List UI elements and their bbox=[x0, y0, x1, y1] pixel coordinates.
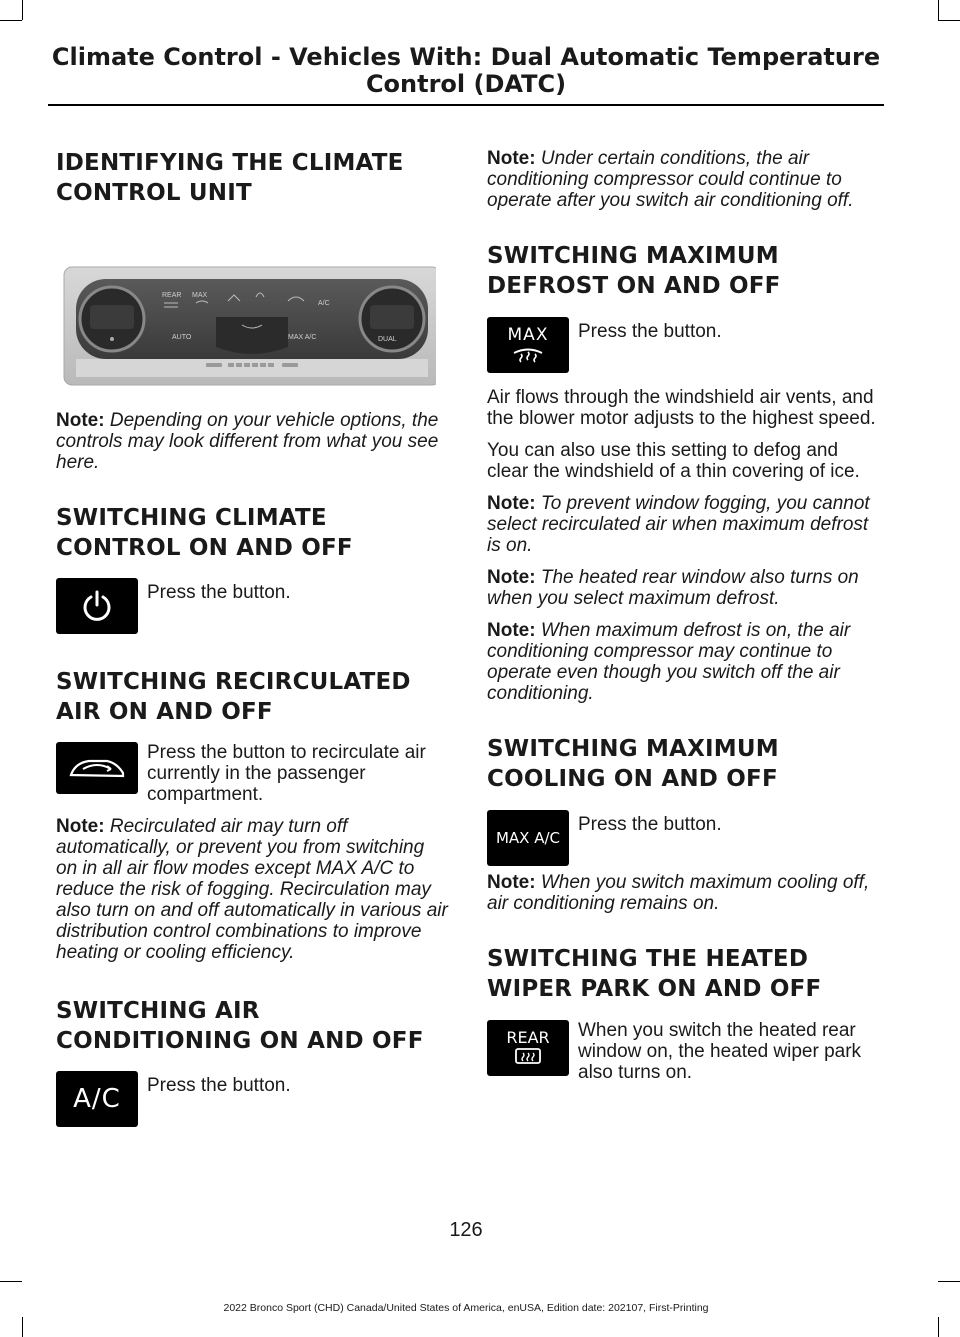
note-label: Note: bbox=[487, 148, 536, 169]
note-label: Note: bbox=[487, 493, 536, 514]
climate-button-row bbox=[56, 578, 448, 634]
heading-line: CONTROL UNIT bbox=[56, 180, 252, 206]
heading-line: CONDITIONING ON AND OFF bbox=[56, 1028, 424, 1054]
heading-heated-wiper bbox=[487, 944, 881, 1004]
heading-line: CONTROL ON AND OFF bbox=[56, 535, 353, 561]
wiper-button-row bbox=[487, 1020, 881, 1083]
crop-mark bbox=[22, 0, 23, 20]
note-compressor bbox=[487, 148, 881, 211]
windshield-defrost-icon bbox=[511, 344, 545, 364]
max-ac-label: MAX A/C bbox=[495, 829, 561, 847]
heading-max-defrost bbox=[487, 241, 881, 301]
ac-button-icon bbox=[56, 1071, 138, 1127]
note-label: Note: bbox=[487, 567, 536, 588]
left-column bbox=[56, 140, 448, 1127]
heading-line: SWITCHING AIR bbox=[56, 998, 260, 1024]
heading-line: SWITCHING RECIRCULATED bbox=[56, 669, 411, 695]
note-text: Recirculated air may turn off automatically, or prevent you from switching on in all air flow modes except MAX A/C to reduce the risk of fogging. Recirculation may also turn on and off automatically in various air distribution control combinations to improve heating or cooling efficiency. bbox=[56, 816, 448, 963]
note-text: Under certain conditions, the air conditioning compressor could continue to operate after you switch air conditioning off. bbox=[487, 148, 854, 211]
max-defrost-label: MAX bbox=[507, 325, 549, 345]
heading-air-conditioning bbox=[56, 996, 448, 1056]
note-label: Note: bbox=[487, 872, 536, 893]
heading-line: COOLING ON AND OFF bbox=[487, 766, 778, 792]
cooling-instruction: Press the button. bbox=[578, 814, 722, 835]
note-text: When maximum defrost is on, the air conditioning compressor may continue to operate even though you switch off the air conditioning. bbox=[487, 620, 851, 704]
header-title-line1: Climate Control - Vehicles With: Dual Automatic Temperature bbox=[51, 43, 881, 71]
recirc-button-row bbox=[56, 742, 448, 805]
crop-mark bbox=[938, 0, 939, 20]
page-number: 126 bbox=[449, 1219, 483, 1241]
max-ac-button-icon bbox=[487, 810, 569, 866]
note-text: When you switch maximum cooling off, air conditioning remains on. bbox=[487, 872, 870, 914]
note-max-defrost-compressor bbox=[487, 620, 881, 704]
ac-button-row bbox=[56, 1071, 448, 1127]
heading-recirculated bbox=[56, 667, 448, 727]
right-column bbox=[487, 140, 881, 1083]
panel-label-max-ac: MAX A/C bbox=[288, 334, 317, 341]
panel-label-ac: A/C bbox=[318, 300, 330, 307]
note-text: Depending on your vehicle options, the controls may look different from what you see here. bbox=[56, 410, 439, 473]
heading-line: WIPER PARK ON AND OFF bbox=[487, 976, 822, 1002]
note-label: Note: bbox=[56, 410, 105, 431]
note-text: The heated rear window also turns on when you select maximum defrost. bbox=[487, 567, 859, 609]
defrost-paragraph-1: Air flows through the windshield air vents, and the blower motor adjusts to the highest speed. bbox=[487, 387, 876, 429]
note-recirculated bbox=[56, 816, 448, 963]
page-header bbox=[48, 44, 884, 98]
note-label: Note: bbox=[487, 620, 536, 641]
climate-panel-illustration bbox=[56, 261, 448, 396]
ac-icon-label: A/C bbox=[73, 1084, 121, 1114]
recirculate-button-icon bbox=[56, 742, 138, 794]
defrost-button-row bbox=[487, 317, 881, 373]
wiper-instruction: When you switch the heated rear window on, the heated wiper park also turns on. bbox=[578, 1020, 862, 1083]
heading-line: SWITCHING THE HEATED bbox=[487, 946, 809, 972]
recirculate-car-icon bbox=[67, 753, 127, 783]
note-controls-differ bbox=[56, 410, 448, 473]
rear-defrost-label: REAR bbox=[506, 1028, 550, 1047]
panel-label-max: MAX bbox=[192, 292, 208, 299]
edition-info: 2022 Bronco Sport (CHD) Canada/United States of America, enUSA, Edition date: 202107, First-Printing bbox=[223, 1302, 709, 1314]
note-heated-rear-window bbox=[487, 567, 881, 609]
note-window-fogging bbox=[487, 493, 881, 556]
note-max-cooling bbox=[487, 872, 881, 914]
rear-defrost-button-icon bbox=[487, 1020, 569, 1076]
ac-instruction: Press the button. bbox=[147, 1075, 291, 1096]
heading-line: IDENTIFYING THE CLIMATE bbox=[56, 150, 404, 176]
defrost-paragraph-2: You can also use this setting to defog and clear the windshield of a thin covering of ice. bbox=[487, 440, 860, 482]
heading-max-cooling bbox=[487, 734, 881, 794]
power-icon bbox=[80, 589, 114, 623]
climate-panel-svg bbox=[56, 261, 436, 391]
panel-label-dual: DUAL bbox=[378, 336, 397, 343]
heading-line: AIR ON AND OFF bbox=[56, 699, 273, 725]
crop-mark bbox=[938, 1317, 939, 1337]
rear-window-defrost-icon bbox=[513, 1047, 543, 1067]
header-rule bbox=[48, 104, 884, 106]
note-label: Note: bbox=[56, 816, 105, 837]
panel-label-auto: AUTO bbox=[172, 334, 192, 341]
heading-identify bbox=[56, 148, 448, 208]
heading-climate-on-off bbox=[56, 503, 448, 563]
heading-line: SWITCHING MAXIMUM bbox=[487, 736, 779, 762]
crop-mark bbox=[938, 1281, 960, 1282]
recirc-instruction: Press the button to recirculate air currently in the passenger compartment. bbox=[147, 742, 426, 805]
defrost-instruction: Press the button. bbox=[578, 321, 722, 342]
note-text: To prevent window fogging, you cannot select recirculated air when maximum defrost is on. bbox=[487, 493, 870, 556]
header-title-line2: Control (DATC) bbox=[365, 70, 567, 98]
crop-mark bbox=[938, 20, 960, 21]
crop-mark bbox=[0, 20, 22, 21]
max-defrost-button-icon bbox=[487, 317, 569, 373]
climate-instruction: Press the button. bbox=[147, 582, 291, 603]
crop-mark bbox=[0, 1281, 22, 1282]
power-button-icon bbox=[56, 578, 138, 634]
cooling-button-row bbox=[487, 810, 881, 866]
heading-line: SWITCHING CLIMATE bbox=[56, 505, 327, 531]
panel-label-rear: REAR bbox=[162, 292, 182, 299]
heading-line: SWITCHING MAXIMUM bbox=[487, 243, 779, 269]
heading-line: DEFROST ON AND OFF bbox=[487, 273, 781, 299]
crop-mark bbox=[22, 1317, 23, 1337]
